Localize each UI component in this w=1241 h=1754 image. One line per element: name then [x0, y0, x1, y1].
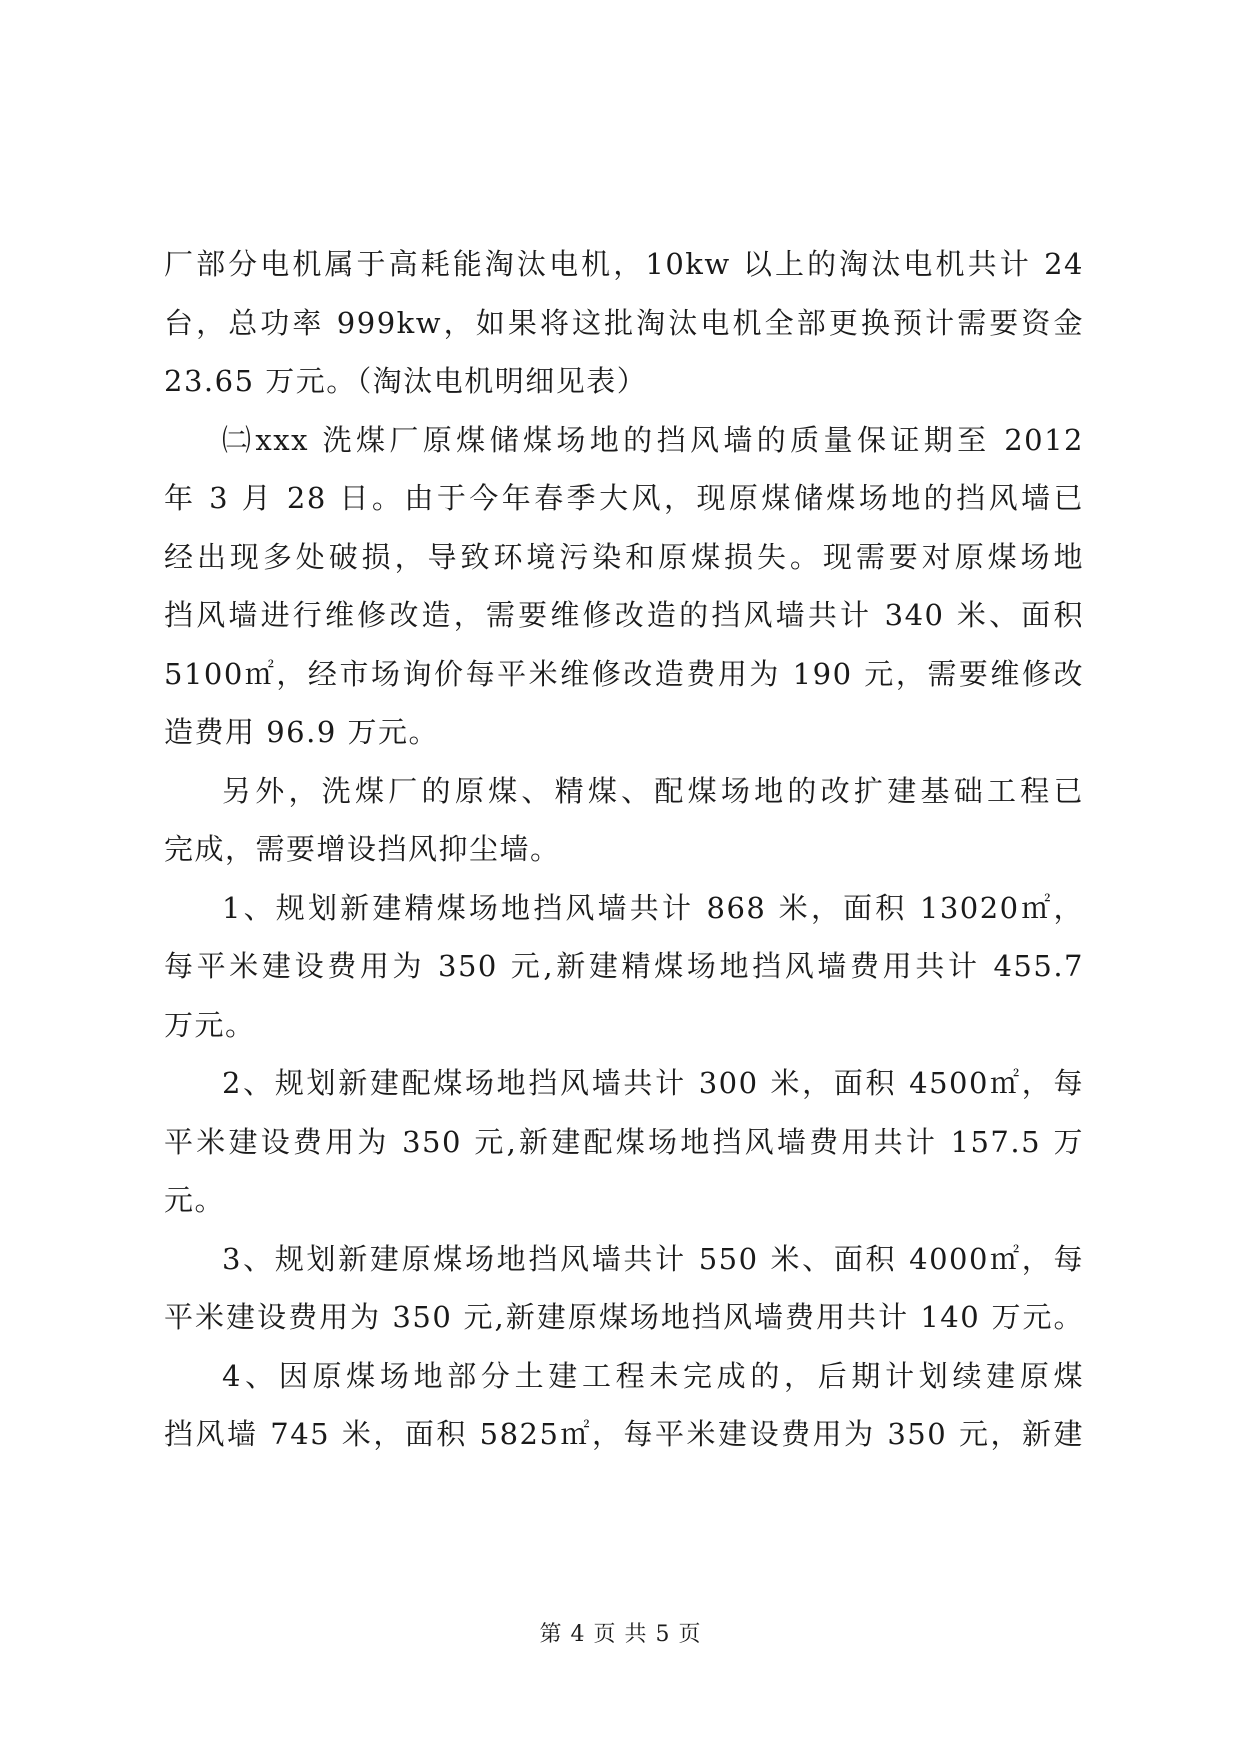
text-line: 厂部分电机属于高耗能淘汰电机，10kw 以上的淘汰电机共计 24 [164, 247, 1084, 281]
text-line: 5100㎡，经市场询价每平米维修改造费用为 190 元，需要维修改 [164, 656, 1084, 691]
page-number-footer: 第 4 页 共 5 页 [539, 1622, 702, 1647]
text-line: 挡风墙进行维修改造，需要维修改造的挡风墙共计 340 米、面积 [164, 598, 1084, 632]
text-line: 挡风墙 745 米，面积 5825㎡，每平米建设费用为 350 元，新建 [164, 1417, 1084, 1451]
document-body [164, 235, 1084, 1464]
text-line: 元。 [164, 1183, 226, 1217]
text-line: 每平米建设费用为 350 元,新建精煤场地挡风墙费用共计 455.7 [164, 949, 1084, 983]
text-line: 造费用 96.9 万元。 [164, 715, 440, 749]
text-line: ㈡xxx 洗煤厂原煤储煤场地的挡风墙的质量保证期至 2012 [222, 422, 1084, 457]
text-line: 2、规划新建配煤场地挡风墙共计 300 米，面积 4500㎡，每 [222, 1066, 1084, 1100]
text-line: 平米建设费用为 350 元,新建原煤场地挡风墙费用共计 140 万元。 [164, 1300, 1084, 1334]
text-line: 1、规划新建精煤场地挡风墙共计 868 米，面积 13020㎡， [222, 890, 1084, 925]
text-line: 3、规划新建原煤场地挡风墙共计 550 米、面积 4000㎡，每 [222, 1241, 1084, 1276]
text-line: 另外，洗煤厂的原煤、精煤、配煤场地的改扩建基础工程已 [222, 773, 1084, 808]
text-line: 万元。 [164, 1007, 256, 1042]
text-line: 年 3 月 28 日。由于今年春季大风，现原煤储煤场地的挡风墙已 [164, 481, 1084, 515]
text-line: 完成，需要增设挡风抑尘墙。 [164, 832, 561, 866]
text-line: 4、因原煤场地部分土建工程未完成的，后期计划续建原煤 [222, 1358, 1084, 1393]
text-line: 经出现多处破损，导致环境污染和原煤损失。现需要对原煤场地 [164, 539, 1084, 574]
text-line: 台，总功率 999kw，如果将这批淘汰电机全部更换预计需要资金 [164, 305, 1084, 340]
text-line: 平米建设费用为 350 元,新建配煤场地挡风墙费用共计 157.5 万 [164, 1124, 1084, 1159]
text-line: 23.65 万元。（淘汰电机明细见表） [164, 364, 648, 398]
